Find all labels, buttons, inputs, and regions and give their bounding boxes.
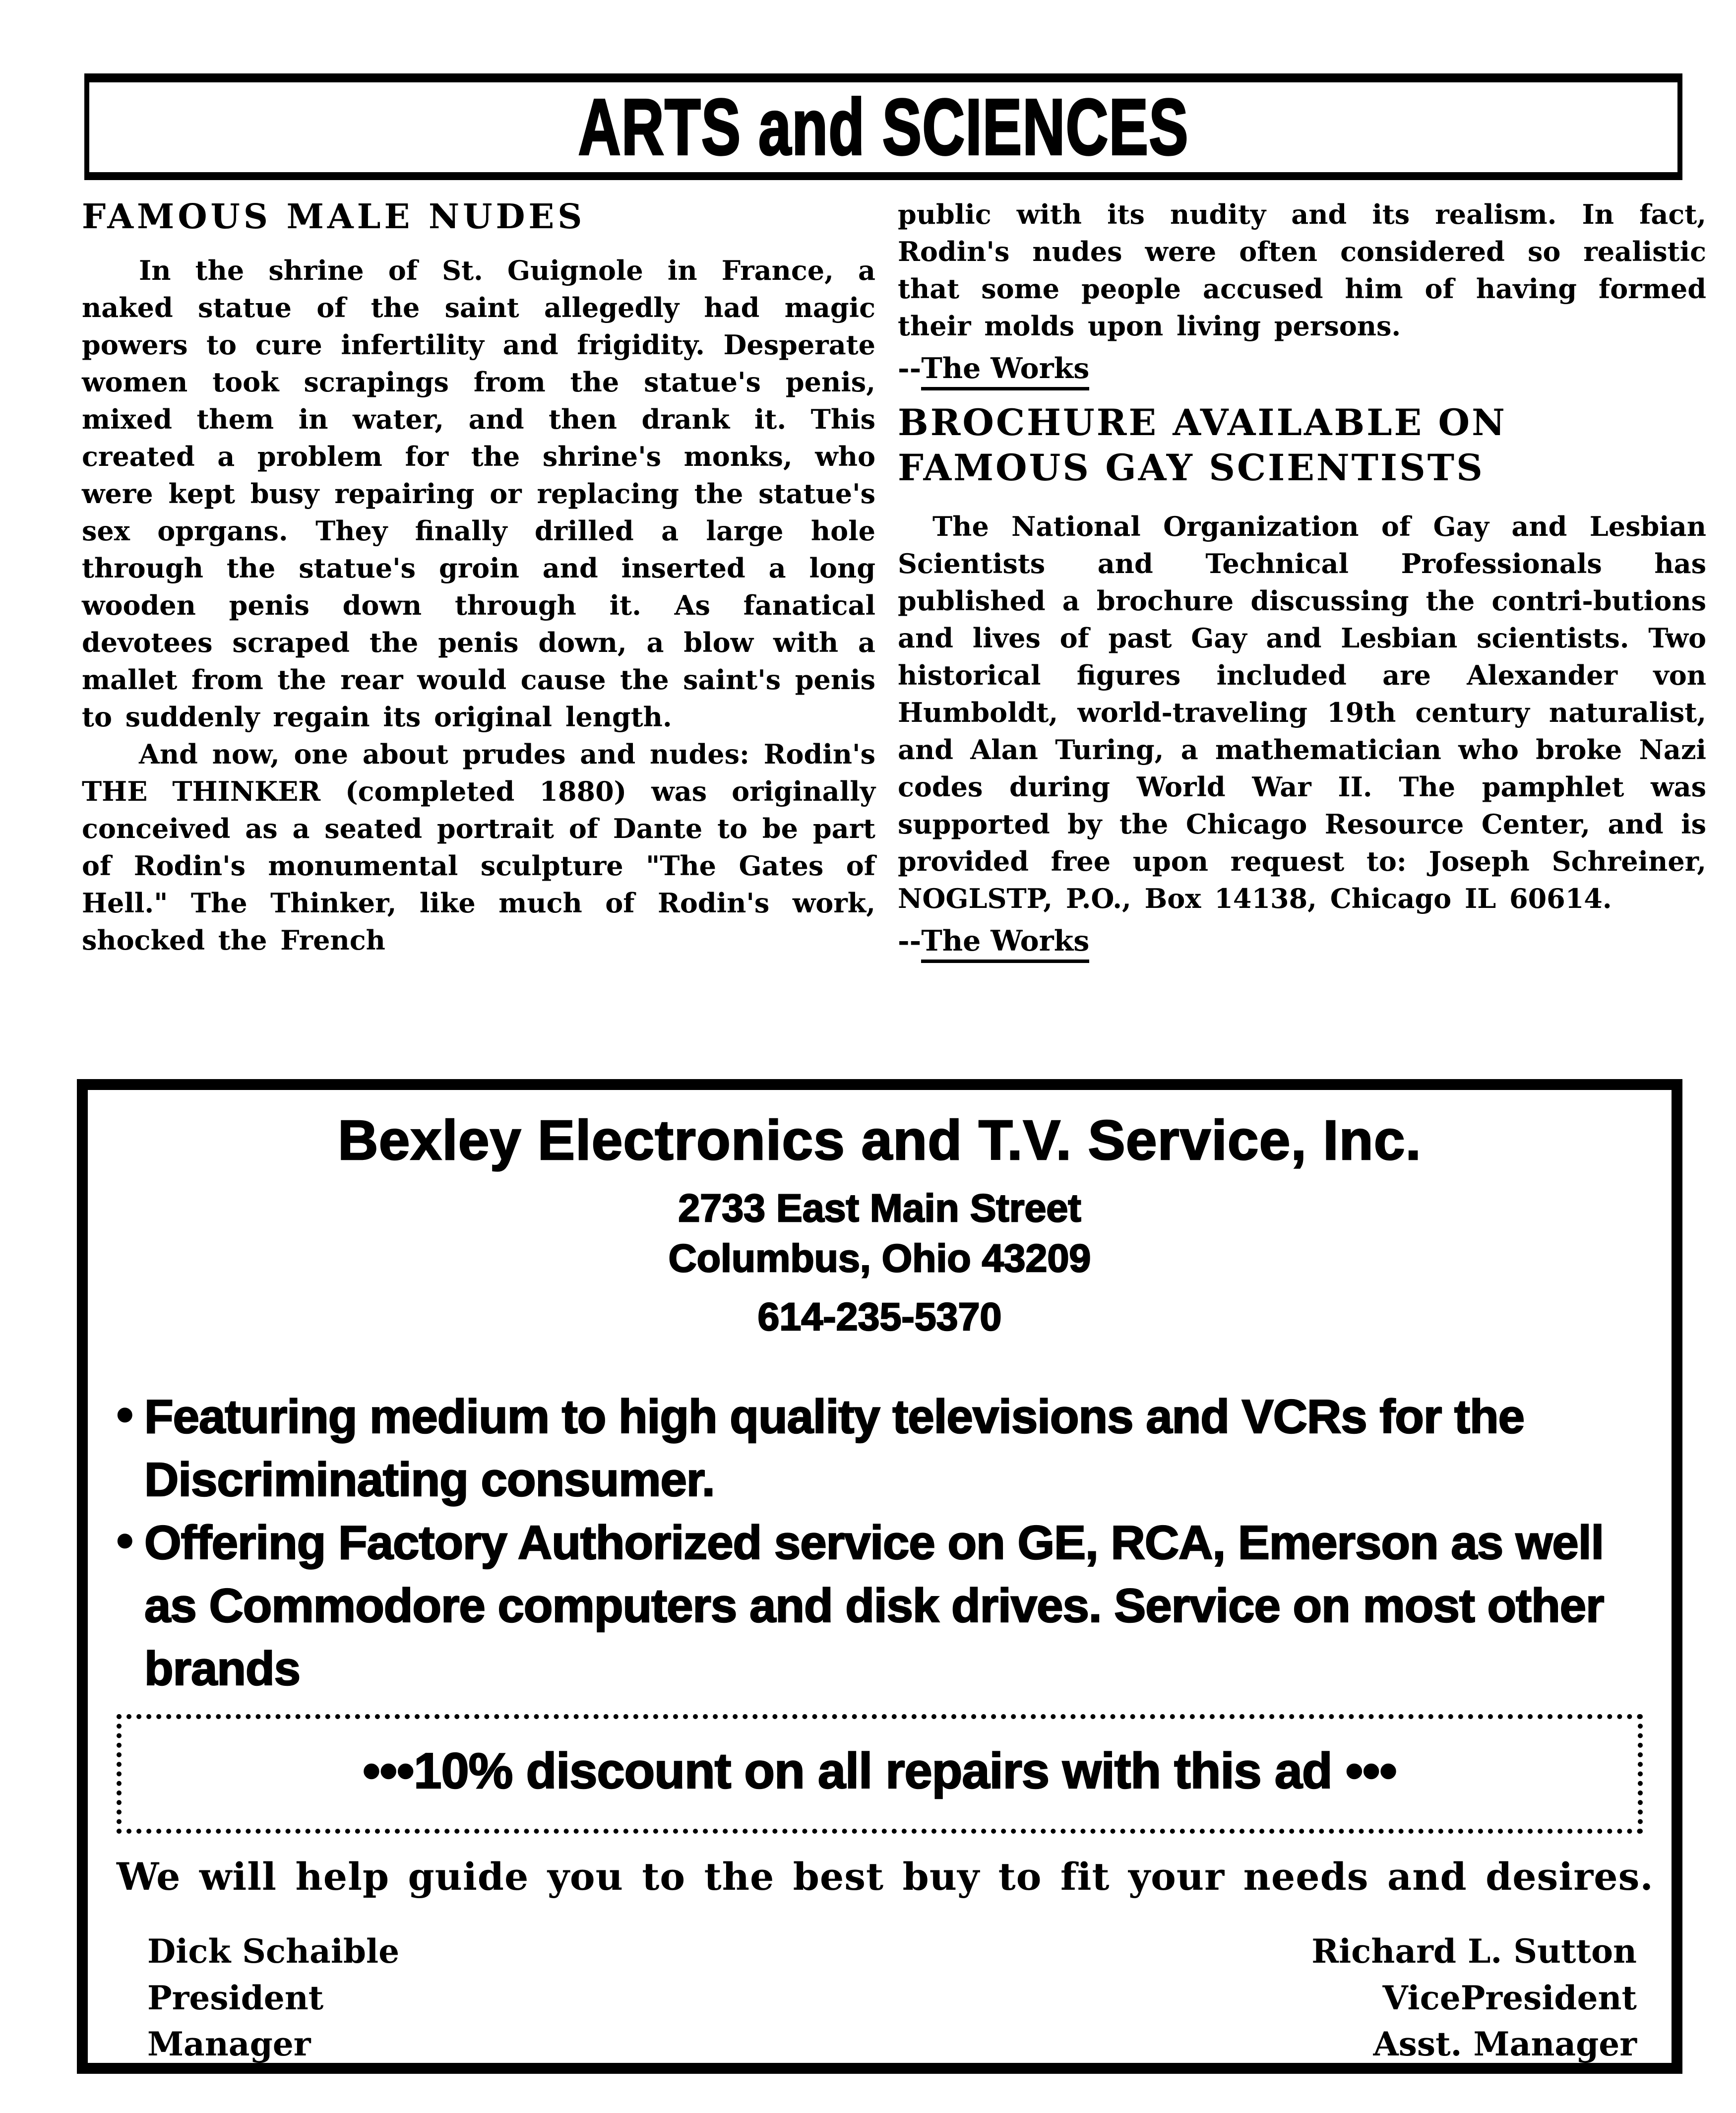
ad-box: [77, 1079, 1682, 2074]
signature-title: Manager: [147, 2025, 311, 2064]
ad-bullet-text: Offering Factory Authorized service on GE, RCA, Emerson as well as Commodore computers and disk drives. Service on most other brands: [144, 1516, 1604, 1695]
ad-content: [88, 1090, 1672, 2068]
signature-title: President: [147, 1978, 324, 2017]
article-heading-brochure: BROCHURE AVAILABLE ON FAMOUS GAY SCIENTISTS: [898, 401, 1507, 490]
ad-bullet-text: Featuring medium to high quality televisions and VCRs for the Discriminating consumer.: [144, 1390, 1524, 1506]
signature-title: Asst. Manager: [1373, 2025, 1637, 2064]
article-paragraph-brochure: The National Organization of Gay and Lesbian Scientists and Technical Professionals has published a brochure discussing the contri-butions and lives of past Gay and Lesbian scientists. Two historical figures included are Alexander von Humboldt, world-traveling 19th century naturalist, and Alan Turing, a mathematician who broke Nazi codes during World War II. The pamphlet was supported by the Chicago Resource Center, and is provided free upon request to: Joseph Schreiner, NOGLSTP, P.O., Box 14138, Chicago IL 60614.: [898, 510, 1706, 914]
bullet-icon: •: [117, 1514, 133, 1567]
ad-address-line2: Columbus, Ohio 43209: [668, 1235, 1091, 1280]
ad-bullet-list: [117, 1385, 1643, 1700]
page-title: ARTS and SCIENCES: [578, 82, 1189, 172]
source-attribution: [898, 924, 1706, 963]
ad-signature-right: [1311, 1928, 1637, 2068]
bullet-icon: •: [117, 1388, 133, 1441]
signature-name: Richard L. Sutton: [1311, 1931, 1637, 1971]
ad-signatures: [117, 1928, 1643, 2068]
ad-bullet-televisions: [117, 1385, 1643, 1511]
article-column-left: [82, 196, 875, 1064]
ad-phone: 614-235-5370: [757, 1294, 1002, 1339]
signature-name: Dick Schaible: [147, 1931, 400, 1971]
ad-company-name: Bexley Electronics and T.V. Service, Inc.: [338, 1109, 1422, 1171]
attribution-dashes: --: [898, 924, 922, 958]
source-attribution: [898, 352, 1706, 390]
ad-discount-text: •••10% discount on all repairs with this ad •••: [363, 1743, 1397, 1799]
attribution-source-name: The Works: [921, 924, 1089, 963]
ad-signature-left: [147, 1928, 399, 2068]
article-heading-famous-male-nudes: FAMOUS MALE NUDES: [82, 197, 586, 237]
attribution-dashes: --: [898, 352, 922, 385]
article-column-right: [898, 196, 1706, 1064]
ad-address-line1: 2733 East Main Street: [678, 1185, 1081, 1230]
attribution-source-name: The Works: [921, 352, 1089, 390]
ad-bullet-service: [117, 1511, 1643, 1700]
ad-discount-banner: [117, 1714, 1643, 1834]
signature-title: VicePresident: [1382, 1978, 1637, 2017]
masthead: [84, 73, 1682, 180]
article-paragraph-thinker: And now, one about prudes and nudes: Rodin's THE THINKER (completed 1880) was originally conceived as a seated portrait of Dante to be part of Rodin's monumental sculpture "The Gates of Hell." The Thinker, like much of Rodin's work, shocked the French: [82, 738, 875, 956]
ad-tagline: We will help guide you to the best buy to fit your needs and desires.: [117, 1854, 1654, 1899]
article-paragraph-continuation: public with its nudity and its realism. In fact, Rodin's nudes were often considered so realistic that some people accused him of having formed their molds upon living persons.: [898, 198, 1706, 342]
article-paragraph-shrine: In the shrine of St. Guignole in France, a naked statue of the saint allegedly had magic powers to cure infertility and frigidity. Desperate women took scrapings from the statue's penis, mixed them in water, and then drank it. This created a problem for the shrine's monks, who were kept busy repairing or replacing the statue's sex oprgans. They finally drilled a large hole through the statue's groin and inserted a long wooden penis down through it. As fanatical devotees scraped the penis down, a blow with a mallet from the rear would cause the saint's penis to suddenly regain its original length.: [82, 255, 875, 733]
ad-address: [117, 1183, 1643, 1283]
